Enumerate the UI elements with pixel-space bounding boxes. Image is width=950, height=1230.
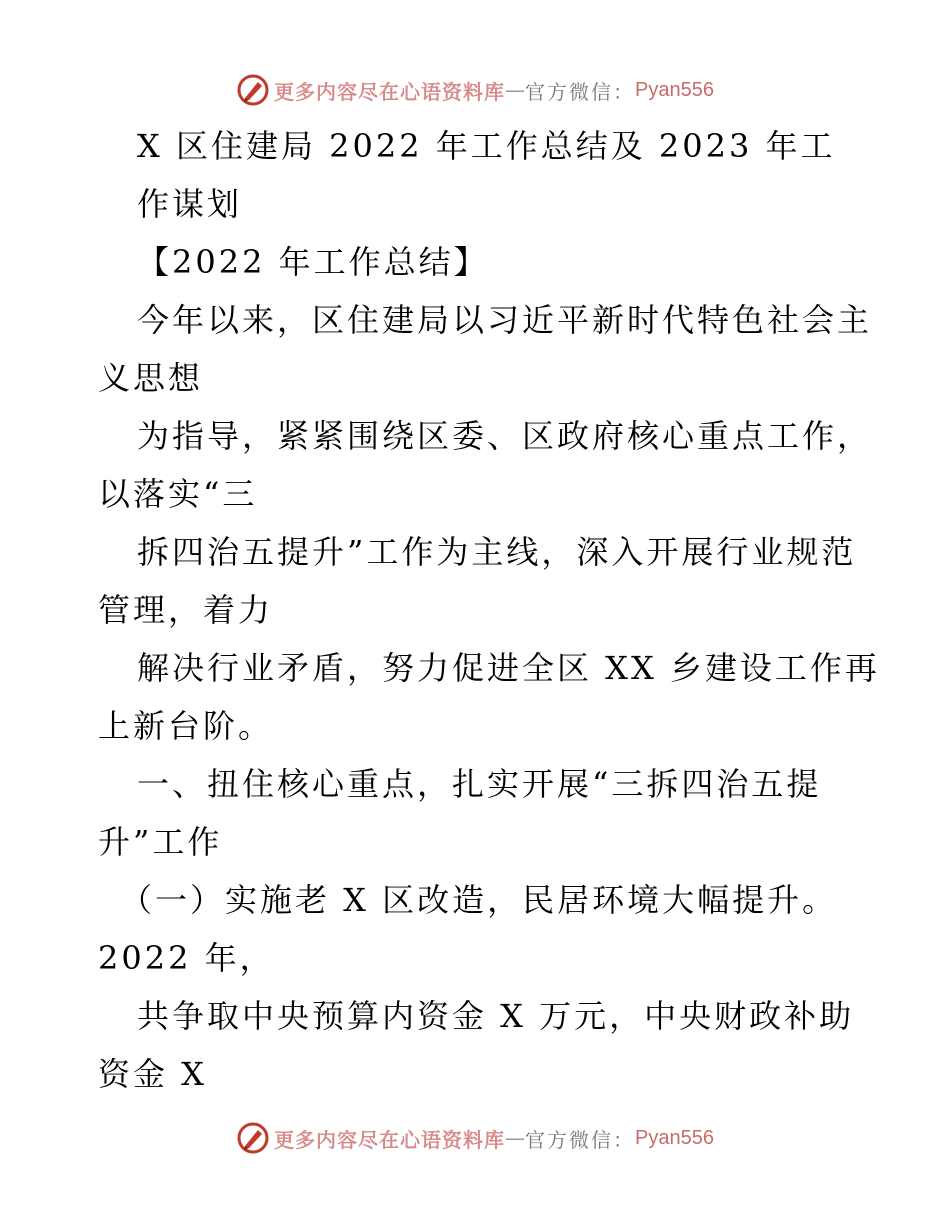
wechat-label: 官方微信： bbox=[525, 79, 636, 104]
paragraph-line: 管理，着力 bbox=[98, 591, 274, 629]
paragraph-line: 共争取中央预算内资金 X 万元，中央财政补助 bbox=[137, 997, 855, 1035]
paragraph-line: 以落实“三 bbox=[98, 475, 258, 513]
paragraph-line: 解决行业矛盾，努力促进全区 XX 乡建设工作再 bbox=[137, 649, 880, 687]
paragraph-line: 今年以来，区住建局以习近平新时代特色社会主 bbox=[137, 301, 873, 339]
subsection-heading: 一、扭住核心重点，扎实开展“三拆四治五提 bbox=[137, 765, 822, 803]
title-line-1: X 区住建局 2022 年工作总结及 2023 年工 bbox=[137, 127, 836, 165]
pen-logo-icon bbox=[236, 73, 270, 107]
paragraph-line: 拆四治五提升”工作为主线，深入开展行业规范 bbox=[137, 533, 857, 571]
paragraph-line: 义思想 bbox=[98, 359, 204, 397]
watermark-banner-bottom bbox=[0, 1118, 950, 1158]
wechat-account: Pyan556 bbox=[635, 78, 714, 101]
paragraph-line: 2022 年， bbox=[98, 939, 275, 977]
separator: — bbox=[505, 1126, 526, 1150]
subsection-heading-cont: 升”工作 bbox=[98, 823, 223, 861]
paragraph-line: （一）实施老 X 区改造，民居环境大幅提升。 bbox=[120, 881, 838, 919]
paragraph-line: 上新台阶。 bbox=[98, 707, 274, 745]
promo-text: 更多内容尽在心语资料库 bbox=[274, 1127, 506, 1152]
watermark-banner-top bbox=[0, 70, 950, 110]
paragraph-line: 资金 X bbox=[98, 1055, 207, 1093]
title-line-2: 作谋划 bbox=[137, 185, 243, 223]
pen-logo-icon bbox=[236, 1121, 270, 1155]
wechat-label: 官方微信： bbox=[525, 1127, 636, 1152]
section-heading: 【2022 年工作总结】 bbox=[137, 243, 489, 281]
promo-text: 更多内容尽在心语资料库 bbox=[274, 79, 506, 104]
wechat-account: Pyan556 bbox=[635, 1126, 714, 1149]
paragraph-line: 为指导，紧紧围绕区委、区政府核心重点工作， bbox=[137, 417, 873, 455]
separator: — bbox=[505, 78, 526, 102]
